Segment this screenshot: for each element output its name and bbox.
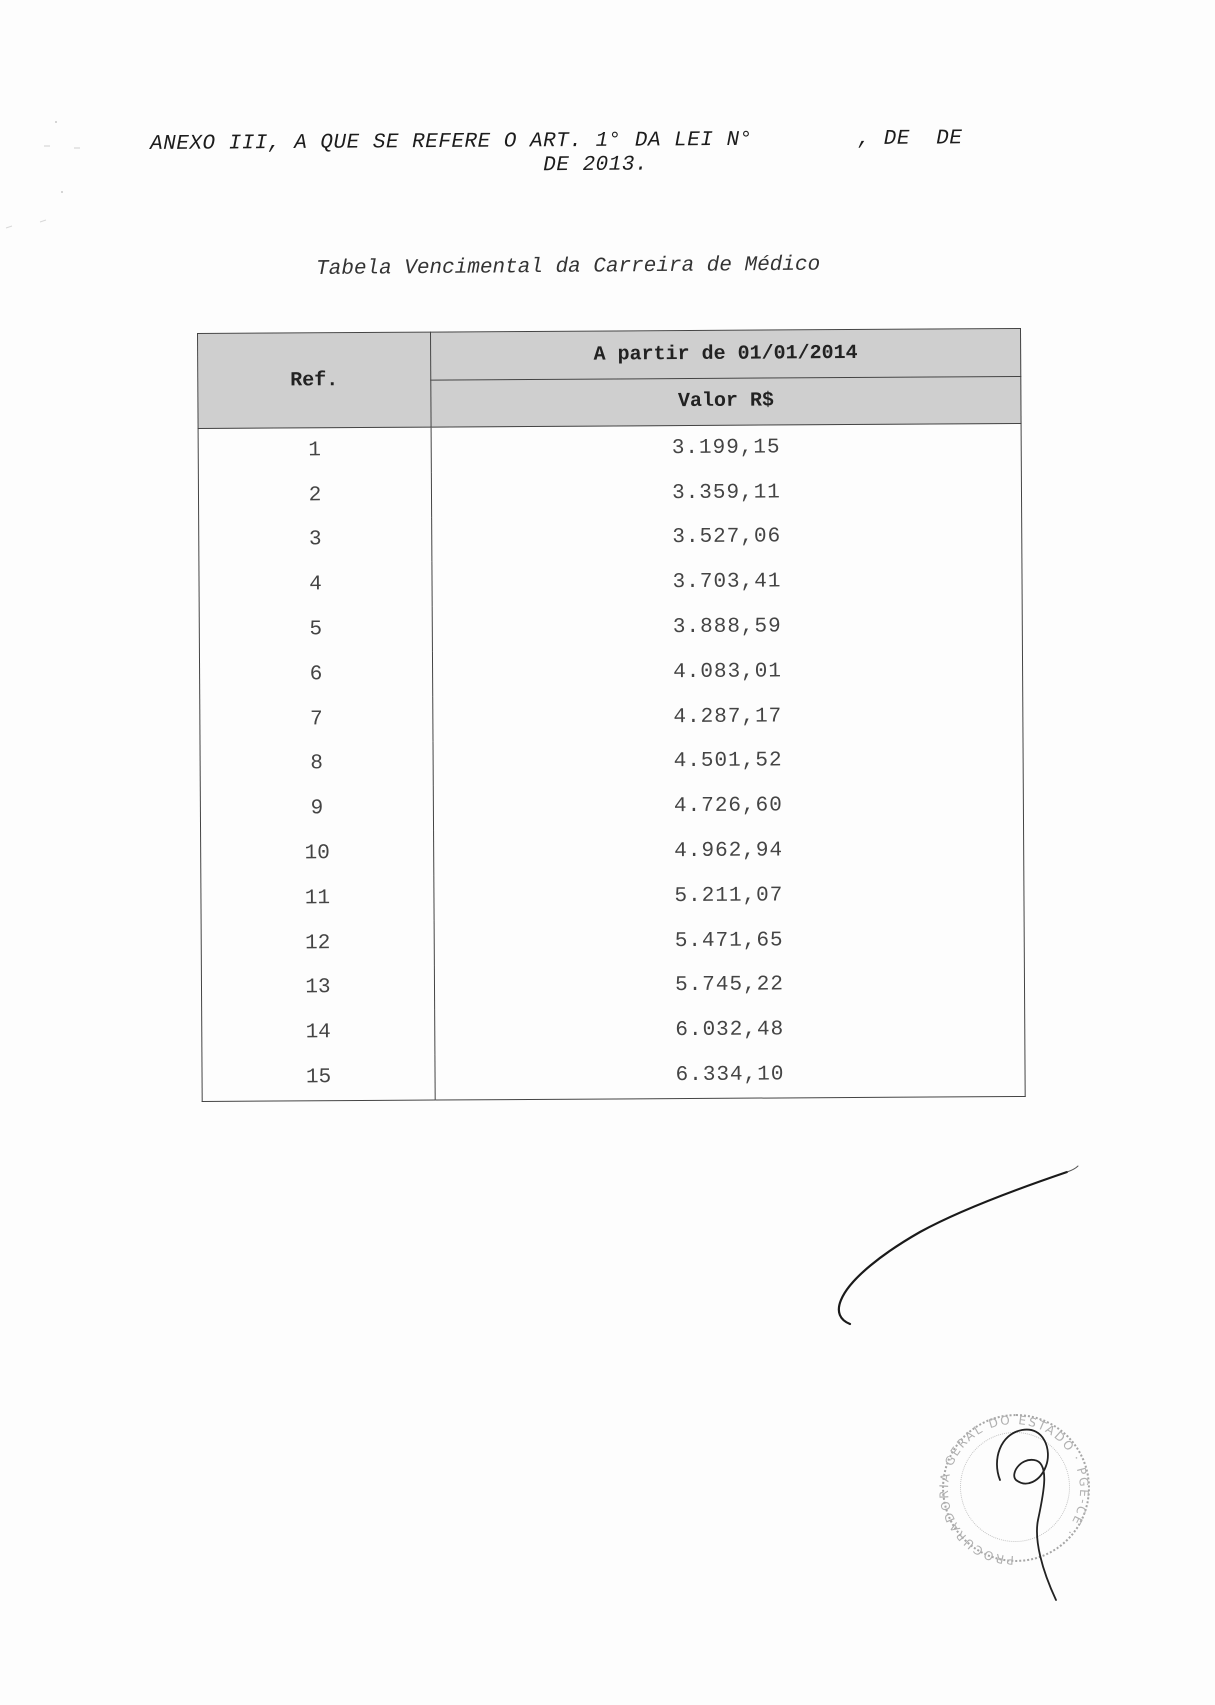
ref-cell: 7 (200, 696, 433, 742)
table-row (202, 1051, 1025, 1101)
valor-cell: 3.359,11 (431, 469, 1021, 517)
table-row (198, 469, 1021, 519)
valor-cell: 4.287,17 (433, 693, 1023, 741)
valor-cell: 6.334,10 (435, 1051, 1025, 1100)
table-row (199, 648, 1022, 698)
valor-cell: 3.703,41 (432, 558, 1022, 606)
ref-cell: 13 (201, 965, 434, 1011)
valor-cell: 5.471,65 (434, 917, 1024, 965)
table-row (199, 514, 1022, 564)
ref-cell: 12 (201, 920, 434, 966)
ref-cell: 8 (200, 741, 433, 787)
annex-heading-line2: DE 2013. (543, 153, 649, 178)
ref-cell: 1 (198, 427, 431, 474)
header-valor: Valor R$ (431, 376, 1021, 427)
valor-cell: 3.527,06 (432, 514, 1022, 562)
table-row (201, 962, 1024, 1012)
official-stamp (930, 1410, 1100, 1610)
ref-cell: 9 (200, 786, 433, 832)
scan-margin-marks (0, 110, 90, 230)
ref-cell: 2 (198, 472, 431, 518)
ref-cell: 11 (201, 876, 434, 922)
table-row (201, 827, 1024, 877)
ref-cell: 15 (202, 1055, 435, 1102)
annex-heading (150, 127, 1070, 180)
ref-cell: 3 (199, 517, 432, 563)
valor-cell: 4.726,60 (433, 782, 1023, 830)
stamp-initials-signature (930, 1410, 1100, 1610)
ref-cell: 5 (199, 607, 432, 653)
table-row (200, 693, 1023, 743)
ref-cell: 6 (199, 652, 432, 698)
valor-cell: 5.211,07 (434, 872, 1024, 920)
valor-cell: 4.083,01 (432, 648, 1022, 696)
ref-cell: 14 (202, 1010, 435, 1056)
valor-cell: 4.962,94 (434, 827, 1024, 875)
valor-cell: 5.745,22 (434, 962, 1024, 1010)
table-row (200, 738, 1023, 788)
valor-cell: 4.501,52 (433, 738, 1023, 786)
table-row (201, 872, 1024, 922)
table-title: Tabela Vencimental da Carreira de Médico (316, 253, 821, 281)
valor-cell: 3.888,59 (432, 603, 1022, 651)
table-row (202, 1006, 1025, 1056)
ref-cell: 10 (201, 831, 434, 877)
ref-cell: 4 (199, 562, 432, 608)
handwritten-signature (830, 1160, 1090, 1340)
annex-heading-line1: ANEXO III, A QUE SE REFERE O ART. 1° DA LEI N° , DE DE (150, 127, 963, 156)
table-row (201, 917, 1024, 967)
table-row (200, 782, 1023, 832)
table-row (198, 423, 1021, 473)
salary-table-container (197, 328, 1026, 1102)
valor-cell: 3.199,15 (431, 423, 1021, 472)
valor-cell: 6.032,48 (435, 1006, 1025, 1054)
table-row (199, 558, 1022, 608)
table-row (199, 603, 1022, 653)
header-ref: Ref. (198, 332, 432, 428)
salary-table (197, 328, 1026, 1102)
header-period: A partir de 01/01/2014 (430, 328, 1020, 379)
svg-text:PROCURADORIA GERAL DO ESTADO ·: PROCURADORIA GERAL DO ESTADO · PGE-CE · (936, 1412, 1092, 1568)
